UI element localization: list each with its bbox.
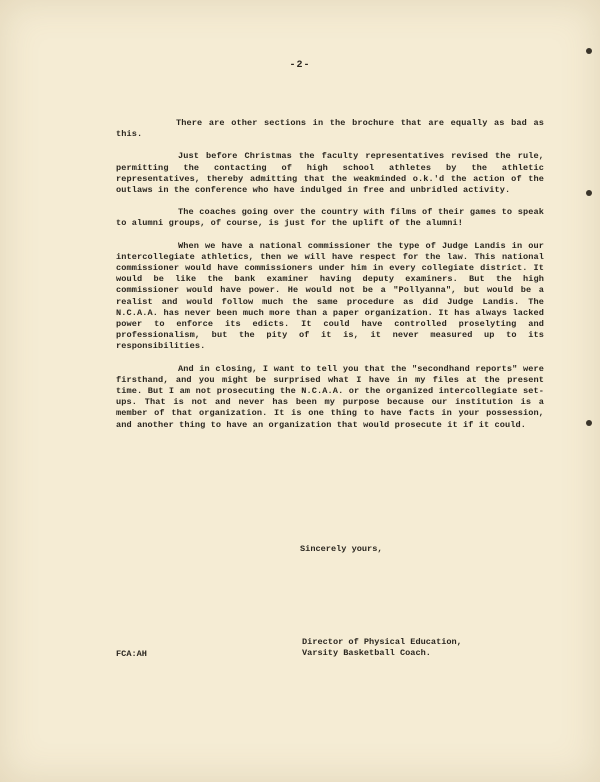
signature-block — [302, 637, 462, 659]
paragraph-1: There are other sections in the brochure that are equally as bad as this. — [116, 118, 544, 140]
typist-initials: FCA:AH — [116, 649, 147, 659]
paragraph-5: And in closing, I want to tell you that the "secondhand reports" were firsthand, and you might be surprised what I have in my files at the present time. But I am not prosecuting the N.C.A.A. or the organized intercollegiate set-ups. That is not and never has been my purpose because our institution is a member of that organization. It is one thing to have facts in your possession, and another thing to have an organization that would prosecute it if it could. — [116, 363, 544, 430]
binder-hole-top — [586, 48, 592, 54]
letter-body — [116, 118, 544, 442]
paragraph-2: Just before Christmas the faculty representatives revised the rule, permitting the contacting of high school athletes by the athletic representatives, thereby admitting that the weakminded o.k.'d the action of the outlaws in the conference who have indulged in free and unbridled activity. — [116, 151, 544, 196]
paragraph-4: When we have a national commissioner the type of Judge Landis in our intercollegiate athletics, then we will have respect for the law. This national commissioner would have commissioners under him in every collegiate district. It would be like the bank examiner having deputy examiners. But the high commissioner would have power. He would not be a "Pollyanna", but would be a realist and would follow much the same procedure as did Judge Landis. The N.C.A.A. has never been much more than a paper organization. It has always lacked power to enforce its edicts. It could have controlled proselyting and professionalism, but the pity of it is, it never measured up to its responsibilities. — [116, 240, 544, 352]
page-number: -2- — [289, 60, 311, 71]
signature-title-line-2: Varsity Basketball Coach. — [302, 648, 431, 659]
signature-title-line-1: Director of Physical Education, — [302, 637, 462, 647]
closing-salutation: Sincerely yours, — [300, 544, 383, 554]
paragraph-3: The coaches going over the country with films of their games to speak to alumni groups, of course, is just for the uplift of the alumni! — [116, 207, 544, 229]
binder-hole-middle — [586, 190, 592, 196]
binder-hole-lower — [586, 420, 592, 426]
